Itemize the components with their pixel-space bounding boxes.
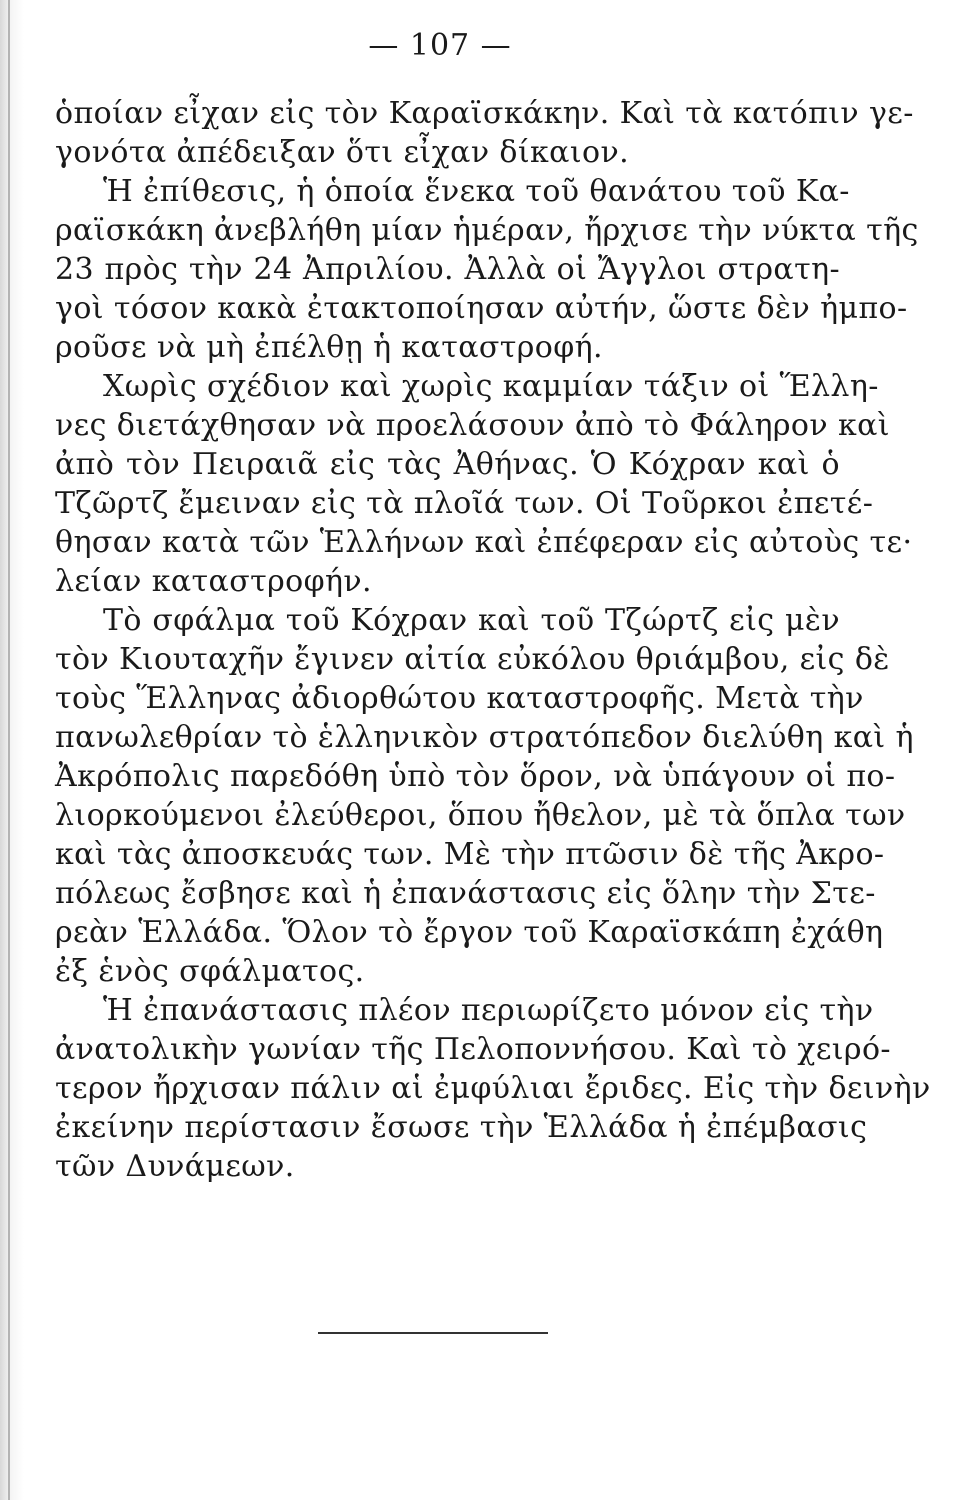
text-line: τοὺς Ἕλληνας ἀδιορθώτου καταστροφῆς. Μετὰ τὴν [55,681,864,716]
text-line: γοὶ τόσον κακὰ ἐτακτοποίησαν αὐτήν, ὥστε δὲν ἠμπο- [55,291,908,326]
text-line: νες διετάχθησαν νὰ προελάσουν ἀπὸ τὸ Φάληρον καὶ [55,408,890,443]
text-line: ρεὰν Ἑλλάδα. Ὅλον τὸ ἔργον τοῦ Καραϊσκάπη ἐχάθη [55,915,884,950]
text-line: 23 πρὸς τὴν 24 Ἀπριλίου. Ἀλλὰ οἱ Ἄγγλοι στρατη- [55,252,840,287]
text-line: ἀνατολικὴν γωνίαν τῆς Πελοποννήσου. Καὶ τὸ χειρό- [55,1032,891,1067]
page-gutter-shadow [0,0,26,1500]
text-line: καὶ τὰς ἀποσκευάς των. Μὲ τὴν πτῶσιν δὲ τῆς Ἀκρο- [55,837,885,872]
text-line: πόλεως ἔσβησε καὶ ἡ ἐπανάστασις εἰς ὅλην τὴν Στε- [55,876,876,911]
text-line: ραϊσκάκη ἀνεβλήθη μίαν ἡμέραν, ἤρχισε τὴν νύκτα τῆς [55,213,919,248]
page-number: — 107 — [368,28,512,63]
binding-edge [8,0,10,1500]
text-line: λιορκούμενοι ἐλεύθεροι, ὅπου ἤθελον, μὲ τὰ ὅπλα των [55,798,906,833]
paragraph-start-line: Χωρὶς σχέδιον καὶ χωρὶς καμμίαν τάξιν οἱ Ἕλλη- [103,369,879,404]
text-line: ὁποίαν εἶχαν εἰς τὸν Καραϊσκάκην. Καὶ τὰ κατόπιν γε- [55,96,914,131]
text-line: θησαν κατὰ τῶν Ἑλλήνων καὶ ἐπέφεραν εἰς αὐτοὺς τε· [55,525,913,560]
text-line: ἀπὸ τὸν Πειραιᾶ εἰς τὰς Ἀθήνας. Ὁ Κόχραν καὶ ὁ [55,447,840,482]
text-line: γονότα ἀπέδειξαν ὅτι εἶχαν δίκαιον. [55,135,630,170]
text-line: τὸν Κιουταχῆν ἔγινεν αἰτία εὐκόλου θριάμβου, εἰς δὲ [55,642,890,677]
paragraph-start-line: Ἡ ἐπίθεσις, ἡ ὁποία ἕνεκα τοῦ θανάτου τοῦ Κα- [103,174,850,209]
text-line: πανωλεθρίαν τὸ ἑλληνικὸν στρατόπεδον διελύθη καὶ ἡ [55,720,914,755]
paragraph-start-line: Ἡ ἐπανάστασις πλέον περιωρίζετο μόνον εἰς τὴν [103,993,874,1028]
text-line: λείαν καταστροφήν. [55,564,372,599]
text-line: Τζῶρτζ ἔμειναν εἰς τὰ πλοῖά των. Οἱ Τοῦρκοι ἐπετέ- [55,486,874,521]
section-end-rule [318,1332,548,1334]
text-line: τερον ἤρχισαν πάλιν αἱ ἐμφύλιαι ἔριδες. Εἰς τὴν δεινὴν [55,1071,931,1106]
text-line: ἐκείνην περίστασιν ἔσωσε τὴν Ἑλλάδα ἡ ἐπέμβασις [55,1110,868,1145]
text-line: Ἀκρόπολις παρεδόθη ὑπὸ τὸν ὅρον, νὰ ὑπάγουν οἱ πο- [55,759,896,794]
text-line: ἐξ ἑνὸς σφάλματος. [55,954,365,989]
body-text [55,94,931,1186]
paragraph-start-line: Τὸ σφάλμα τοῦ Κόχραν καὶ τοῦ Τζώρτζ εἰς μὲν [103,603,840,638]
text-line: τῶν Δυνάμεων. [55,1149,295,1184]
text-line: ροῦσε νὰ μὴ ἐπέλθῃ ἡ καταστροφή. [55,330,603,365]
